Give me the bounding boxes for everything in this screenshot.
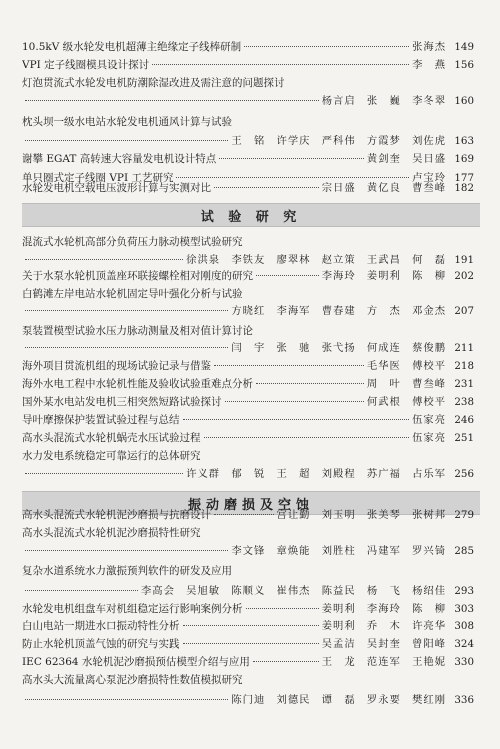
toc-entry[interactable] bbox=[22, 378, 474, 391]
entry-authors: 黄剑奎 吴日盛 bbox=[366, 153, 446, 165]
entry-title: 高水头混流式水轮机泥沙磨损与抗磨设计 bbox=[22, 509, 211, 521]
dot-leader bbox=[256, 275, 319, 276]
toc-entry[interactable] bbox=[22, 153, 474, 166]
entry-authors: 卢宝玲 bbox=[412, 172, 446, 184]
entry-authors: 方晓红 李海军 曹春建 方 杰 邓金杰 bbox=[231, 305, 446, 317]
toc-entry[interactable] bbox=[22, 509, 474, 522]
toc-entry[interactable] bbox=[22, 95, 474, 108]
toc-entry[interactable] bbox=[22, 545, 474, 558]
toc-entry[interactable] bbox=[22, 450, 474, 463]
entry-title: 高水头大流量离心泵泥沙磨损特性数值模拟研究 bbox=[22, 674, 243, 686]
entry-authors: 吴孟洁 吴封奎 曾阳峰 bbox=[321, 638, 446, 650]
entry-title: 灯泡贯流式水轮发电机防潮除湿改进及需注意的问题探讨 bbox=[22, 77, 285, 89]
dot-leader bbox=[25, 259, 183, 260]
entry-page-number: 211 bbox=[454, 342, 474, 354]
toc-entry[interactable] bbox=[22, 527, 474, 540]
entry-authors: 宗日盛 黄亿良 曹叁峰 bbox=[321, 182, 446, 194]
dot-leader bbox=[25, 699, 228, 700]
entry-page-number: 202 bbox=[454, 270, 474, 282]
entry-page-number: 285 bbox=[454, 545, 474, 557]
entry-page-number: 246 bbox=[454, 414, 474, 426]
entry-authors: 何武根 傅校平 bbox=[366, 396, 446, 408]
entry-authors: 徐洪泉 李铁友 廖翠林 赵立策 王武昌 何 磊 bbox=[186, 254, 446, 266]
entry-page-number: 256 bbox=[454, 468, 474, 480]
entry-title: 水轮发电机空载电压波形计算与实测对比 bbox=[22, 182, 211, 194]
toc-entry[interactable] bbox=[22, 414, 474, 427]
dot-leader bbox=[246, 608, 319, 609]
toc-entry[interactable] bbox=[22, 360, 474, 373]
entry-title: 混流式水轮机高部分负荷压力脉动模型试验研究 bbox=[22, 236, 243, 248]
entry-authors: 许义群 郁 锐 王 超 刘殿程 苏广福 占乐军 bbox=[186, 468, 446, 480]
entry-authors: 伍家亮 bbox=[412, 414, 446, 426]
toc-entry[interactable] bbox=[22, 325, 474, 338]
toc-entry[interactable] bbox=[22, 638, 474, 651]
toc-entry[interactable] bbox=[22, 674, 474, 687]
entry-title: 泵装置模型试验水压力脉动测量及相对值计算讨论 bbox=[22, 325, 253, 337]
toc-entry[interactable] bbox=[22, 565, 474, 578]
dot-leader bbox=[214, 365, 364, 366]
entry-page-number: 303 bbox=[454, 603, 474, 615]
entry-authors: 王 铭 许学庆 严科伟 方霞梦 刘佐虎 bbox=[231, 135, 446, 147]
entry-page-number: 218 bbox=[454, 360, 474, 372]
entry-title: 关于水泵水轮机顶盖座环联接螺栓相对刚度的研究 bbox=[22, 270, 253, 282]
entry-title: 水力发电系统稳定可靠运行的总体研究 bbox=[22, 450, 201, 462]
entry-authors: 杨言启 张 巍 李冬翠 bbox=[321, 95, 446, 107]
entry-page-number: 160 bbox=[454, 95, 474, 107]
toc-entry[interactable] bbox=[22, 59, 474, 72]
dot-leader bbox=[176, 177, 409, 178]
entry-page-number: 191 bbox=[454, 254, 474, 266]
dot-leader bbox=[25, 590, 138, 591]
entry-authors: 李文锋 章焕能 刘胜柱 冯建军 罗兴锜 bbox=[231, 545, 446, 557]
dot-leader bbox=[183, 419, 410, 420]
toc-entry[interactable] bbox=[22, 236, 474, 249]
toc-entry[interactable] bbox=[22, 603, 474, 616]
toc-entry[interactable] bbox=[22, 305, 474, 318]
dot-leader bbox=[183, 643, 319, 644]
entry-title: 谢攀 EGAT 高转速大容量发电机设计特点 bbox=[22, 153, 217, 165]
entry-page-number: 207 bbox=[454, 305, 474, 317]
section-header bbox=[22, 203, 480, 227]
entry-title: 高水头混流式水轮机泥沙磨损特性研究 bbox=[22, 527, 201, 539]
dot-leader bbox=[214, 514, 274, 515]
entry-page-number: 231 bbox=[454, 378, 474, 390]
toc-entry[interactable] bbox=[22, 116, 474, 129]
entry-page-number: 169 bbox=[454, 153, 474, 165]
dot-leader bbox=[204, 437, 410, 438]
entry-title: 海外项目贯流机组的现场试验记录与借鉴 bbox=[22, 360, 211, 372]
entry-authors: 姜明利 乔 木 许亮华 bbox=[321, 620, 446, 632]
dot-leader bbox=[25, 473, 183, 474]
dot-leader bbox=[183, 625, 319, 626]
entry-title: 海外水电工程中水轮机性能及验收试验重难点分析 bbox=[22, 378, 253, 390]
entry-page-number: 177 bbox=[454, 172, 474, 184]
entry-title: 复杂水道系统水力激振预判软件的研发及应用 bbox=[22, 565, 232, 577]
toc-entry[interactable] bbox=[22, 694, 474, 707]
toc-entry[interactable] bbox=[22, 288, 474, 301]
entry-page-number: 238 bbox=[454, 396, 474, 408]
entry-title: 国外某水电站发电机三相突然短路试验探讨 bbox=[22, 396, 222, 408]
entry-authors: 伍家亮 bbox=[412, 432, 446, 444]
entry-page-number: 293 bbox=[454, 585, 474, 597]
entry-authors: 闫 宇 张 驰 张弋扬 何成连 蔡俊鹏 bbox=[231, 342, 446, 354]
dot-leader bbox=[225, 401, 364, 402]
entry-page-number: 336 bbox=[454, 694, 474, 706]
dot-leader bbox=[152, 64, 409, 65]
toc-entry[interactable] bbox=[22, 432, 474, 445]
entry-title: 白山电站一期进水口振动特性分析 bbox=[22, 620, 180, 632]
entry-authors: 张海杰 bbox=[412, 41, 446, 53]
entry-title: 导叶摩擦保护装置试验过程与总结 bbox=[22, 414, 180, 426]
dot-leader bbox=[244, 46, 409, 47]
entry-authors: 周 叶 曹叁峰 bbox=[366, 378, 446, 390]
entry-authors: 毛华医 傅校平 bbox=[366, 360, 446, 372]
entry-page-number: 279 bbox=[454, 509, 474, 521]
entry-authors: 李 燕 bbox=[412, 59, 446, 71]
entry-title: 单只圈式定子线圈 VPI 工艺研究 bbox=[22, 172, 174, 184]
toc-entry[interactable] bbox=[22, 620, 474, 633]
entry-title: 防止水轮机顶盖气蚀的研究与实践 bbox=[22, 638, 180, 650]
dot-leader bbox=[25, 140, 228, 141]
toc-entry[interactable] bbox=[22, 41, 474, 54]
entry-page-number: 149 bbox=[454, 41, 474, 53]
entry-title: VPI 定子线圈模具设计探讨 bbox=[22, 59, 150, 71]
dot-leader bbox=[25, 550, 228, 551]
entry-authors: 宫让勤 刘玉明 张美琴 张树邦 bbox=[276, 509, 446, 521]
dot-leader bbox=[256, 383, 364, 384]
dot-leader bbox=[253, 661, 319, 662]
entry-title: 水轮发电机组盘车对机组稳定运行影响案例分析 bbox=[22, 603, 243, 615]
dot-leader bbox=[25, 347, 228, 348]
entry-title: IEC 62364 水轮机泥沙磨损预估模型介绍与应用 bbox=[22, 656, 250, 668]
dot-leader bbox=[25, 310, 228, 311]
toc-entry[interactable] bbox=[22, 468, 474, 481]
toc-entry[interactable] bbox=[22, 270, 474, 283]
entry-title: 高水头混流式水轮机蜗壳水压试验过程 bbox=[22, 432, 201, 444]
dot-leader bbox=[219, 158, 364, 159]
entry-title: 枕头坝一级水电站水轮发电机通风计算与试验 bbox=[22, 116, 232, 128]
entry-page-number: 308 bbox=[454, 620, 474, 632]
entry-title: 10.5kV 级水轮发电机超薄主绝缘定子线棒研制 bbox=[22, 41, 242, 53]
entry-page-number: 163 bbox=[454, 135, 474, 147]
toc-entry[interactable] bbox=[22, 585, 474, 598]
dot-leader bbox=[25, 100, 319, 101]
entry-page-number: 156 bbox=[454, 59, 474, 71]
dot-leader bbox=[214, 187, 319, 188]
toc-entry[interactable] bbox=[22, 396, 474, 409]
entry-authors: 李高会 吴旭敏 陈顺义 崔伟杰 陈益民 杨 飞 杨绍佳 bbox=[140, 585, 446, 597]
toc-entry[interactable] bbox=[22, 342, 474, 355]
toc-entry[interactable] bbox=[22, 77, 474, 90]
entry-page-number: 324 bbox=[454, 638, 474, 650]
section-title: 振动磨损及空蚀 bbox=[187, 497, 314, 513]
entry-authors: 姜明利 李海玲 陈 柳 bbox=[321, 603, 446, 615]
entry-authors: 王 龙 范连军 王艳妮 bbox=[321, 656, 446, 668]
section-title: 试 验 研 究 bbox=[200, 209, 302, 225]
entry-title: 白鹤滩左岸电站水轮机固定导叶强化分析与试验 bbox=[22, 288, 243, 300]
entry-authors: 陈门迪 刘德民 谭 磊 罗永要 樊红刚 bbox=[231, 694, 446, 706]
entry-page-number: 330 bbox=[454, 656, 474, 668]
entry-page-number: 251 bbox=[454, 432, 474, 444]
toc-entry[interactable] bbox=[22, 656, 474, 669]
entry-authors: 李海玲 姜明利 陈 柳 bbox=[321, 270, 446, 282]
entry-page-number: 182 bbox=[454, 182, 474, 194]
toc-entry[interactable] bbox=[22, 254, 474, 267]
toc-entry[interactable] bbox=[22, 182, 474, 195]
toc-entry[interactable] bbox=[22, 135, 474, 148]
